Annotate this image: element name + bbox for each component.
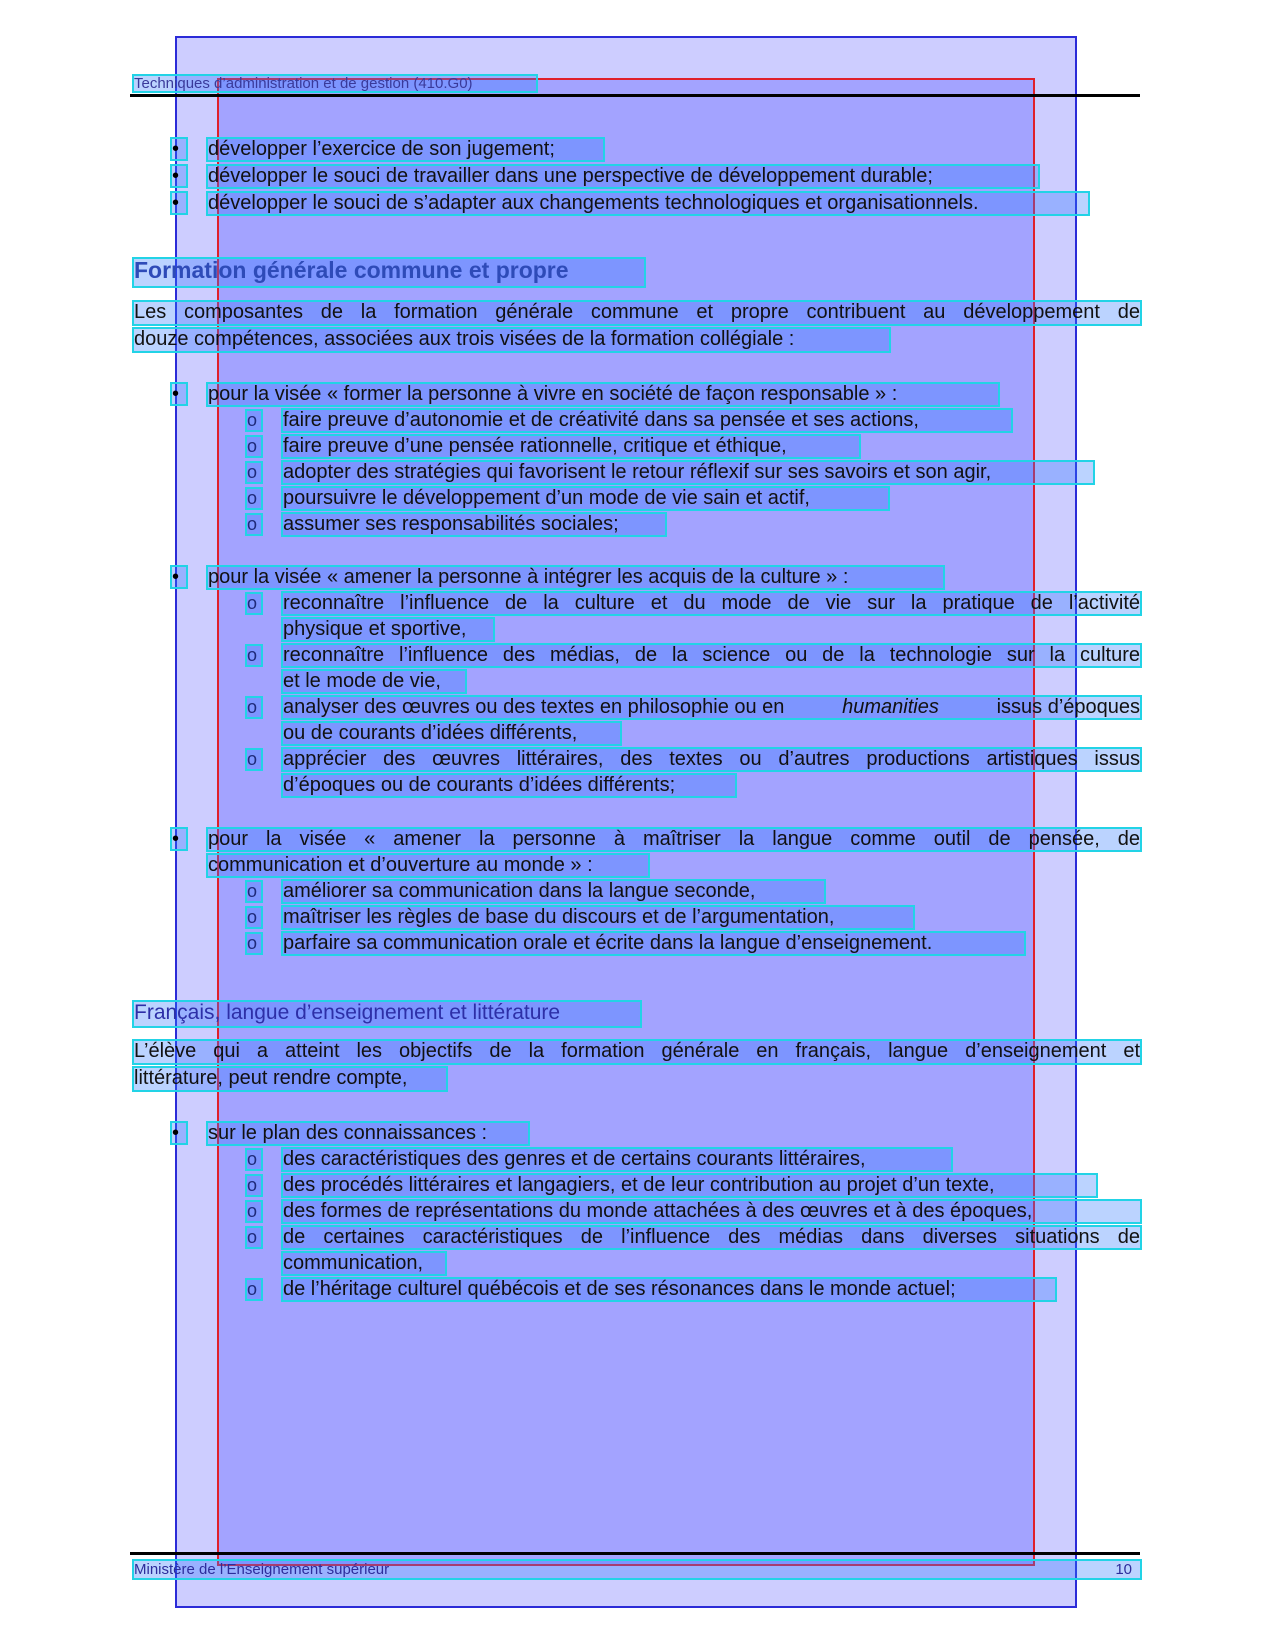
intro-bullet-2: développer le souci de travailler dans une perspective de développement durable; <box>208 166 1038 187</box>
vise1-item-3: adopter des stratégies qui favorisent le retour réflexif sur ses savoirs et son agir, <box>283 462 1093 483</box>
vise2-item-3-line-2: ou de courants d’idées différents, <box>283 723 620 744</box>
vise2-label: pour la visée « amener la personne à intégrer les acquis de la culture » : <box>208 567 943 588</box>
connaissances-item-3: des formes de représentations du monde attachées à des œuvres et à des époques, <box>283 1201 1140 1222</box>
sub-bullet-icon: o <box>247 489 261 508</box>
bullet-icon: • <box>172 829 186 849</box>
header-rule <box>130 94 1140 97</box>
connaissances-item-5: de l’héritage culturel québécois et de ses résonances dans le monde actuel; <box>283 1279 1055 1300</box>
sub-bullet-icon: o <box>247 908 261 927</box>
sub-bullet-icon: o <box>247 1280 261 1299</box>
bullet-icon: • <box>172 193 186 213</box>
vise2-item-2-line-1: reconnaître l’influence des médias, de la science ou de la technologie sur la culture <box>283 644 1140 666</box>
vise3-label-line-1: pour la visée « amener la personne à maîtriser la langue comme outil de pensée, de <box>208 828 1140 850</box>
connaissances-item-4-line-1: de certaines caractéristiques de l’influence des médias dans diverses situations de <box>283 1226 1140 1248</box>
vise2-item-1-line-2: physique et sportive, <box>283 619 493 640</box>
section2-paragraph-line-1: L’élève qui a atteint les objectifs de la formation générale en français, langue d’enseignement et <box>134 1040 1140 1062</box>
sub-bullet-icon: o <box>247 646 261 665</box>
bullet-icon: • <box>172 384 186 404</box>
sub-bullet-icon: o <box>247 1228 261 1247</box>
sub-bullet-icon: o <box>247 1202 261 1221</box>
vise3-item-3: parfaire sa communication orale et écrite dans la langue d’enseignement. <box>283 933 1024 954</box>
intro-bullet-3: développer le souci de s’adapter aux changements technologiques et organisationnels. <box>208 193 1088 214</box>
sub-bullet-icon: o <box>247 515 261 534</box>
vise1-item-4: poursuivre le développement d’un mode de vie sain et actif, <box>283 488 888 509</box>
sub-bullet-icon: o <box>247 594 261 613</box>
connaissances-item-1: des caractéristiques des genres et de certains courants littéraires, <box>283 1149 951 1170</box>
sub-bullet-icon: o <box>247 698 261 717</box>
bullet-icon: • <box>172 567 186 587</box>
vise2-item-4-line-2: d’époques ou de courants d’idées différents; <box>283 775 735 796</box>
bullet-icon: • <box>172 166 186 186</box>
footer-ministry: Ministère de l’Enseignement supérieur <box>134 1561 390 1578</box>
running-header: Techniques d’administration et de gestion (410.G0) <box>134 76 536 91</box>
sub-bullet-icon: o <box>247 934 261 953</box>
sub-bullet-icon: o <box>247 1150 261 1169</box>
section2-paragraph-line-2: littérature, peut rendre compte, <box>134 1068 446 1090</box>
vise3-label-line-2: communication et d’ouverture au monde » : <box>208 855 648 876</box>
vise1-item-5: assumer ses responsabilités sociales; <box>283 514 665 535</box>
footer-bar <box>134 1561 1140 1578</box>
connaissances-item-2: des procédés littéraires et langagiers, et de leur contribution au projet d’un texte, <box>283 1175 1096 1196</box>
vise2-item-3-prefix: analyser des œuvres ou des textes en philosophie ou en <box>283 696 790 718</box>
sub-bullet-icon: o <box>247 411 261 430</box>
vise2-item-3-italic: humanities <box>842 696 939 718</box>
vise2-item-3-suffix: issus d’époques <box>991 696 1140 718</box>
vise2-item-3-line-1 <box>283 697 1140 718</box>
sub-bullet-icon: o <box>247 750 261 769</box>
section1-paragraph-line-1: Les composantes de la formation générale commune et propre contribuent au développement de <box>134 301 1140 323</box>
vise2-item-2-line-2: et le mode de vie, <box>283 671 465 692</box>
vise3-item-1: améliorer sa communication dans la langue seconde, <box>283 881 824 902</box>
sub-bullet-icon: o <box>247 437 261 456</box>
bullet-icon: • <box>172 1123 186 1143</box>
vise1-item-1: faire preuve d’autonomie et de créativité dans sa pensée et ses actions, <box>283 410 1011 431</box>
bullet-icon: • <box>172 139 186 159</box>
page-number: 10 <box>1115 1561 1132 1578</box>
section1-paragraph-line-2: douze compétences, associées aux trois visées de la formation collégiale : <box>134 329 889 351</box>
vise2-item-4-line-1: apprécier des œuvres littéraires, des textes ou d’autres productions artistiques issus <box>283 748 1140 770</box>
connaissances-item-4-line-2: communication, <box>283 1253 445 1274</box>
connaissances-label: sur le plan des connaissances : <box>208 1123 528 1144</box>
vise1-label: pour la visée « former la personne à vivre en société de façon responsable » : <box>208 384 998 405</box>
vise3-item-2: maîtriser les règles de base du discours et de l’argumentation, <box>283 907 913 928</box>
vise2-item-1-line-1: reconnaître l’influence de la culture et du mode de vie sur la pratique de l’activité <box>283 592 1140 614</box>
footer-rule <box>130 1552 1140 1555</box>
sub-bullet-icon: o <box>247 463 261 482</box>
sub-bullet-icon: o <box>247 1176 261 1195</box>
intro-bullet-1: développer l’exercice de son jugement; <box>208 139 603 160</box>
sub-bullet-icon: o <box>247 882 261 901</box>
vise1-item-2: faire preuve d’une pensée rationnelle, critique et éthique, <box>283 436 859 457</box>
section-heading-francais: Français, langue d’enseignement et littérature <box>134 1002 640 1026</box>
section-heading-formation: Formation générale commune et propre <box>134 259 644 286</box>
